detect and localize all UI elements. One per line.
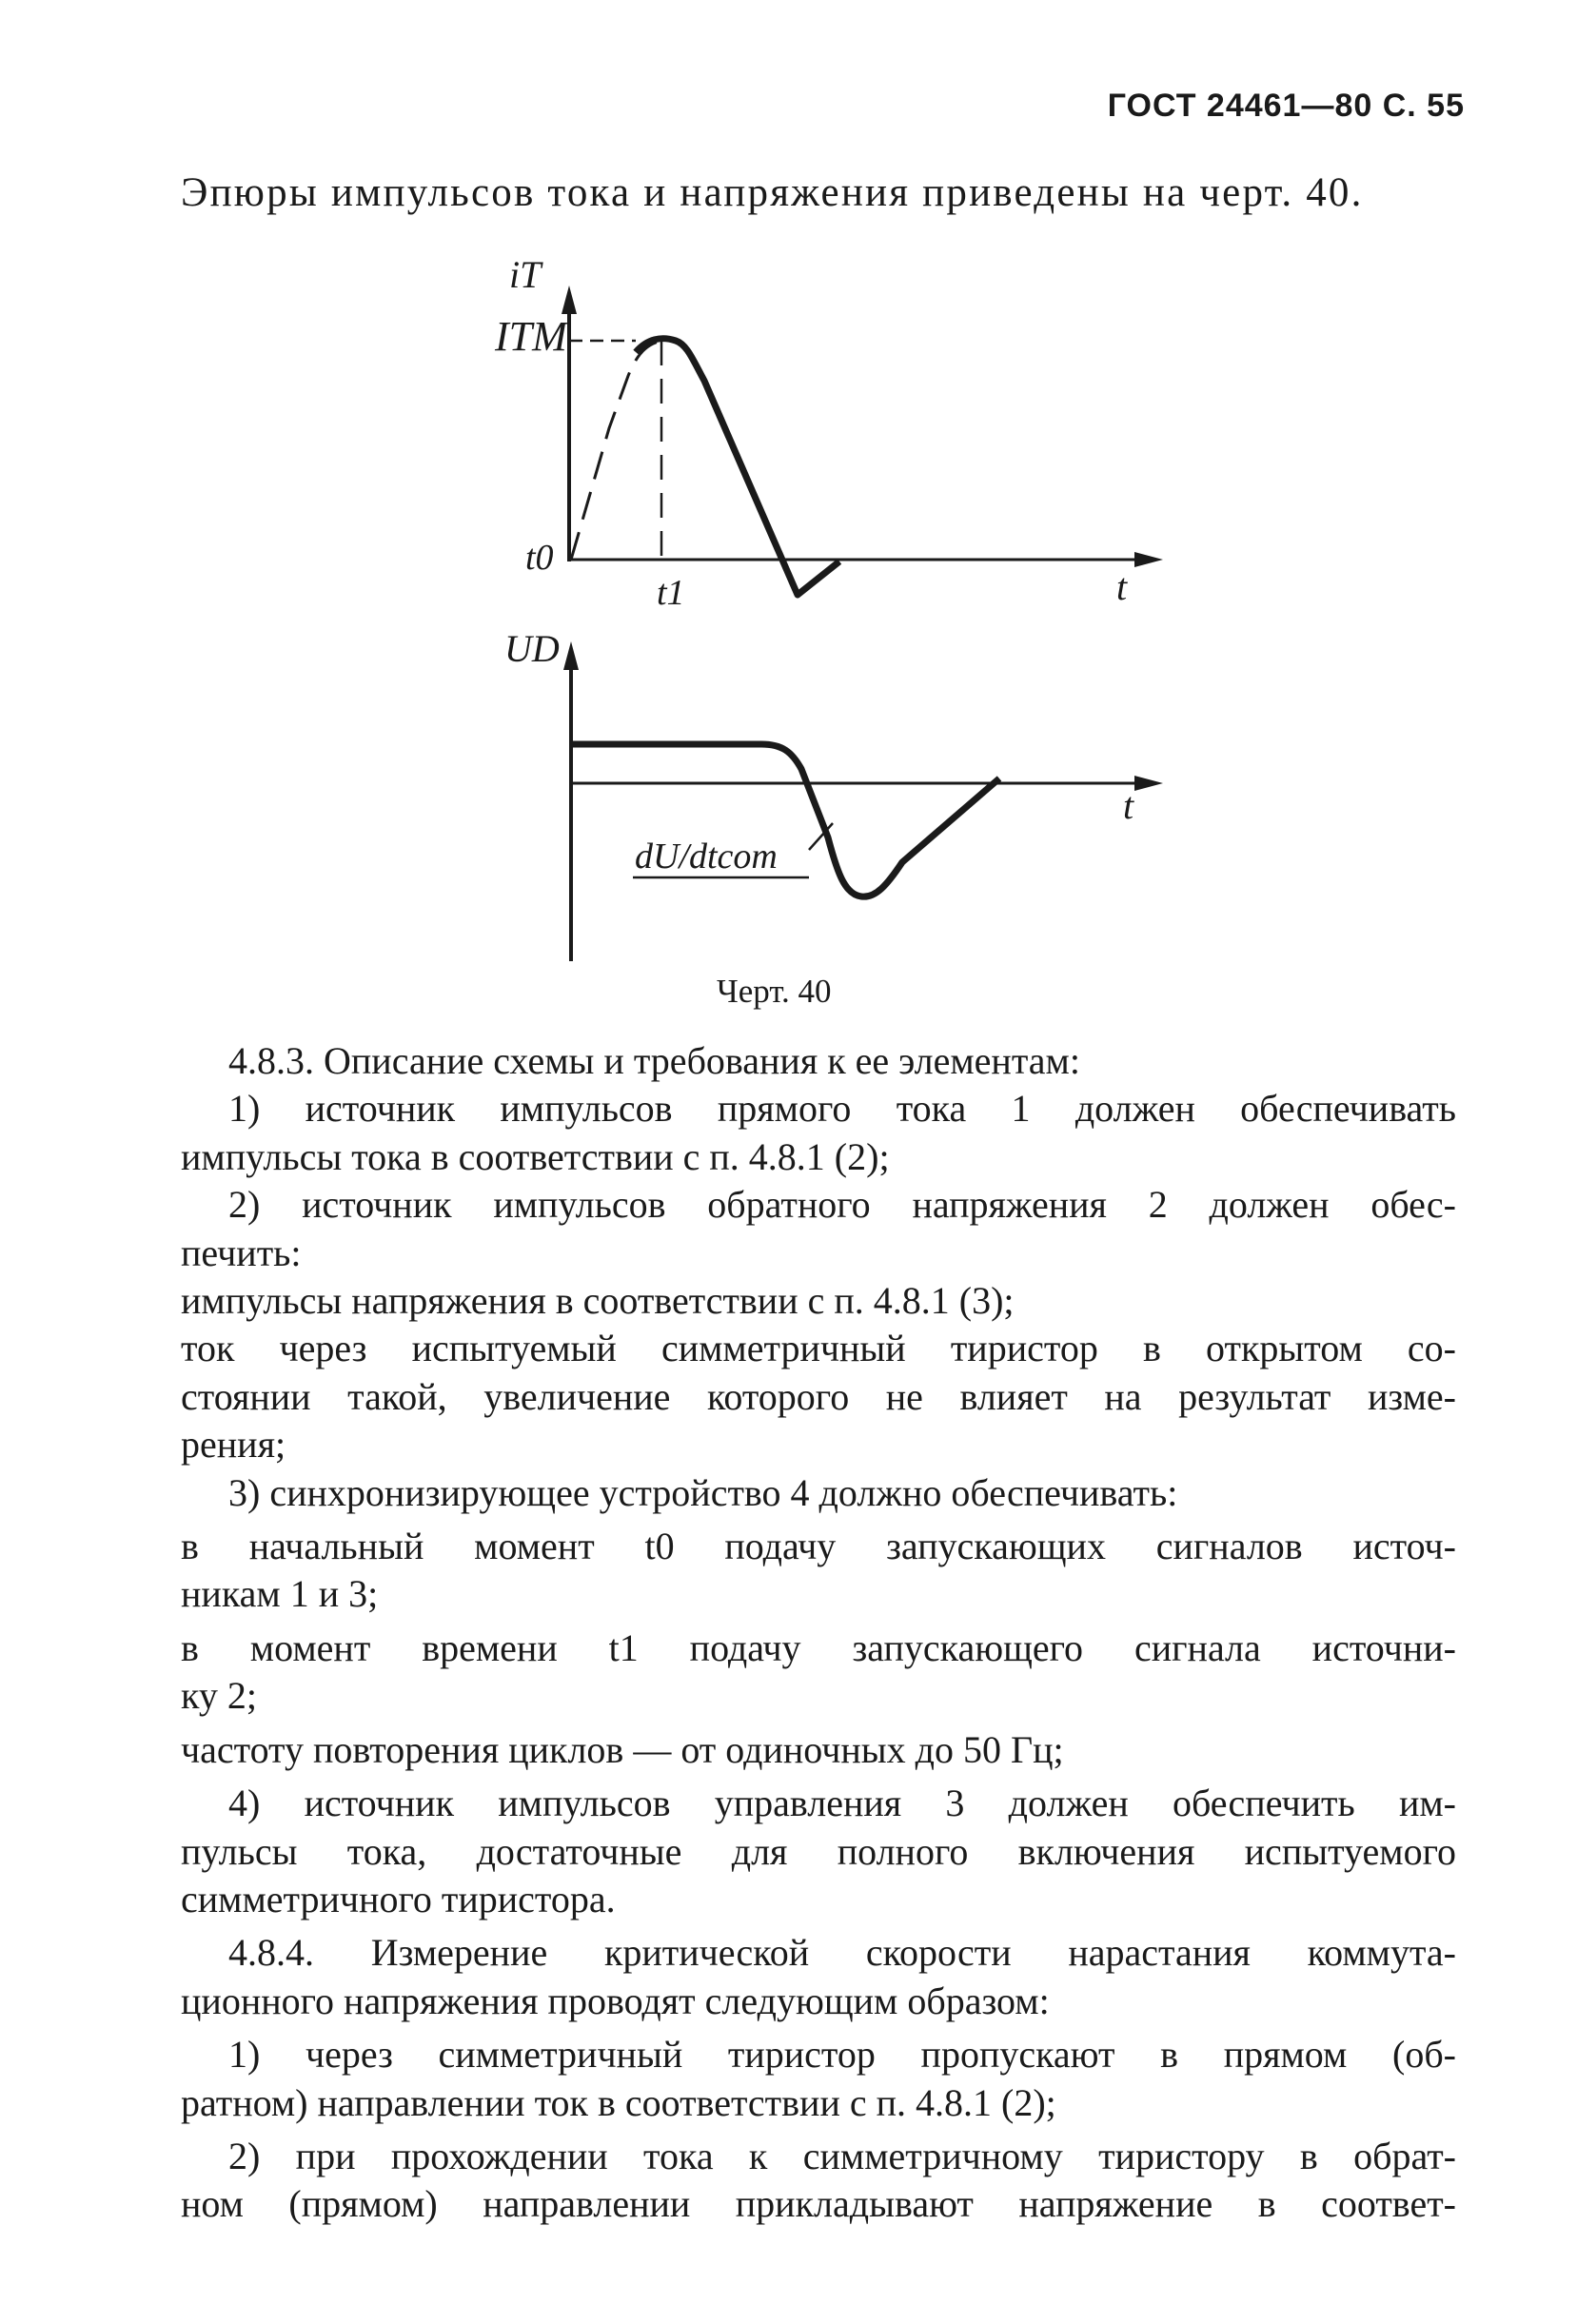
paragraph-step-2: [181, 2133, 1456, 2229]
text-line: импульсы напряжения в соответствии с п. 4.8.1 (3);: [181, 1279, 1015, 1323]
page-header: ГОСТ 24461—80 С. 55: [1107, 88, 1465, 124]
text-line: 4.8.4. Измерение критической скорости нарастания коммута-: [228, 1931, 1456, 1975]
body-text: [181, 1037, 1456, 2229]
text-line: пульсы тока, достаточные для полного включения испытуемого: [181, 1829, 1456, 1873]
paragraph-item-1: [181, 1085, 1456, 1181]
text-line: 3) синхронизирующее устройство 4 должно обеспечивать:: [228, 1470, 1178, 1514]
text-line: ток через испытуемый симметричный тиристор в открытом со-: [181, 1327, 1456, 1370]
text-line: 2) при прохождении тока к симметричному тиристору в обрат-: [228, 2134, 1456, 2177]
paragraph-item-3: [181, 1469, 1456, 1517]
t0-label: t0: [525, 538, 554, 578]
top-chart: [562, 286, 1163, 595]
paragraph-repetition-rate: [181, 1726, 1456, 1774]
text-line: импульсы тока в соответствии с п. 4.8.1 (2);: [181, 1134, 890, 1178]
text-line: ку 2;: [181, 1674, 257, 1718]
paragraph-4-8-3: [181, 1037, 1456, 1085]
top-y-label: iT: [509, 253, 542, 296]
paragraph-voltage-pulses: [181, 1277, 1456, 1325]
figure-caption: Черт. 40: [717, 973, 832, 1010]
text-line: 1) через симметричный тиристор пропускают в прямом (об-: [228, 2033, 1456, 2077]
paragraph-moment-t1: [181, 1625, 1456, 1721]
bottom-x-arrow: [1134, 776, 1163, 791]
text-line: 4.8.3. Описание схемы и требования к ее элементам:: [228, 1039, 1080, 1082]
paragraph-initial-moment: [181, 1523, 1456, 1619]
text-line: ционного напряжения проводят следующим образом:: [181, 1979, 1050, 2022]
bottom-x-label: t: [1123, 784, 1134, 827]
text-line: ратном) направлении ток в соответствии с п. 4.8.1 (2);: [181, 2080, 1056, 2124]
text-line: симметричного тиристора.: [181, 1877, 616, 1920]
top-x-label: t: [1116, 565, 1128, 608]
bottom-y-arrow: [563, 641, 579, 670]
paragraph-item-2: [181, 1181, 1456, 1277]
intro-line: Эпюры импульсов тока и напряжения приведены на черт. 40.: [181, 170, 1364, 215]
text-line: стоянии такой, увеличение которого не влияет на результат изме-: [181, 1374, 1456, 1418]
figure-40: [0, 0, 1577, 971]
text-line: в начальный момент t0 подачу запускающих сигналов источ-: [181, 1525, 1456, 1568]
paragraph-4-8-4: [181, 1929, 1456, 2025]
rise-dashed-curve: [571, 341, 661, 560]
paragraph-step-1: [181, 2031, 1456, 2127]
bottom-chart: [563, 641, 1163, 961]
slope-label: dU/dtcom: [635, 837, 778, 876]
current-pulse-curve: [636, 339, 839, 595]
paragraph-on-state-current: [181, 1325, 1456, 1468]
itm-label: ITM: [495, 313, 567, 360]
top-x-arrow: [1134, 552, 1163, 567]
top-y-arrow: [562, 286, 577, 314]
text-line: никам 1 и 3;: [181, 1572, 379, 1616]
text-line: частоту повторения циклов — от одиночных до 50 Гц;: [181, 1727, 1064, 1771]
text-line: в момент времени t1 подачу запускающего сигнала источни-: [181, 1625, 1456, 1669]
text-line: 4) источник импульсов управления 3 должен обеспечить им-: [228, 1782, 1456, 1825]
text-line: 1) источник импульсов прямого тока 1 должен обеспечивать: [228, 1087, 1456, 1131]
bottom-y-label: UD: [504, 627, 560, 670]
text-line: печить:: [181, 1231, 302, 1274]
text-line: 2) источник импульсов обратного напряжения 2 должен обес-: [228, 1183, 1456, 1227]
paragraph-item-4: [181, 1780, 1456, 1923]
text-line: рения;: [181, 1423, 286, 1467]
t1-label: t1: [657, 573, 685, 613]
text-line: ном (прямом) направлении прикладывают напряжение в соответ-: [181, 2182, 1456, 2226]
